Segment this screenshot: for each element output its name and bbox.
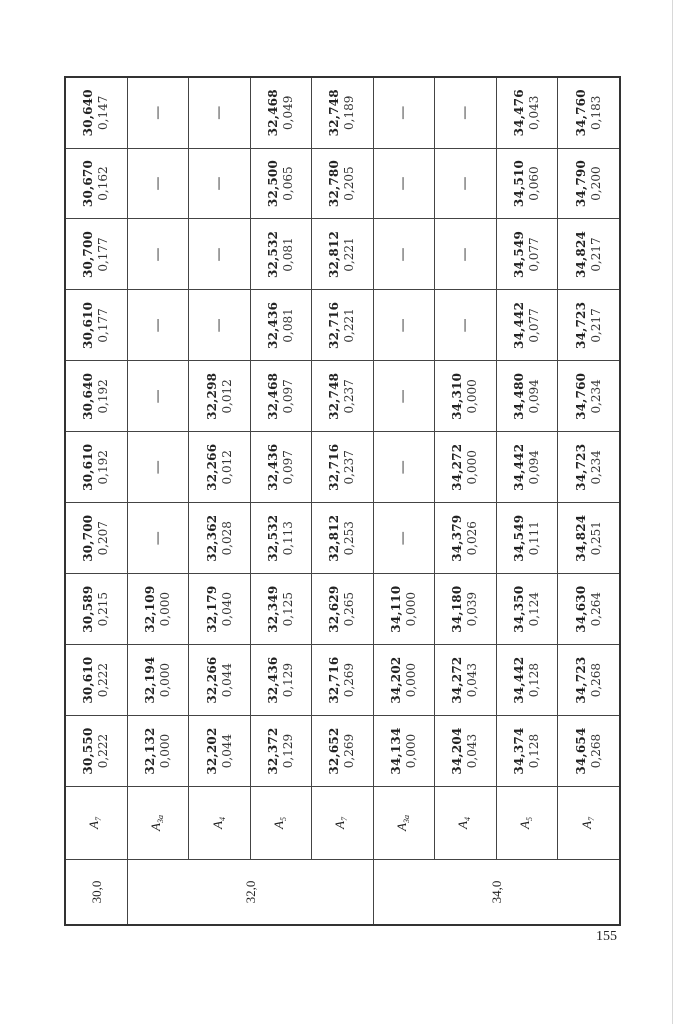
cell-delta: 0,221 <box>342 237 357 272</box>
table-cell <box>496 290 557 361</box>
table-cell <box>65 290 127 361</box>
table-cell <box>250 361 311 432</box>
table-cell <box>373 716 434 787</box>
table-cell <box>189 432 250 503</box>
cell-delta: 0,124 <box>526 591 541 627</box>
cell-delta: 0,222 <box>96 662 111 698</box>
table-cell <box>65 77 127 148</box>
cell-delta: 0,040 <box>219 591 234 627</box>
cell-delta: 0,043 <box>526 95 541 130</box>
cell-value: 32,372 <box>266 727 281 775</box>
cell-delta: 0,183 <box>588 95 603 130</box>
table-cell <box>127 219 188 290</box>
cell-value: 34,204 <box>450 727 465 775</box>
table-cell <box>558 77 621 148</box>
cell-value: 34,723 <box>573 301 588 349</box>
table-cell <box>250 77 311 148</box>
table-cell <box>558 432 621 503</box>
table-cell <box>558 574 621 645</box>
ion-subscript: 5 <box>524 817 534 822</box>
cell-delta: 0,000 <box>158 733 173 769</box>
table-cell <box>558 503 621 574</box>
cell-value: 32,716 <box>327 443 342 491</box>
cell-delta: 0,177 <box>96 308 111 343</box>
cell-delta: 0,200 <box>588 166 603 201</box>
cell-value: 34,824 <box>573 230 588 279</box>
cell-value: 32,716 <box>327 656 342 704</box>
table-cell <box>312 645 373 716</box>
table-cell <box>312 361 373 432</box>
table-cell <box>127 361 188 432</box>
ion-symbol: A <box>455 821 471 829</box>
cell-delta: 0,097 <box>281 450 296 485</box>
cell-value: 30,640 <box>81 89 96 137</box>
empty-dash: — <box>395 531 412 546</box>
table-cell <box>312 503 373 574</box>
empty-dash: — <box>149 318 166 333</box>
cell-value: 34,134 <box>388 727 403 775</box>
table-cell <box>189 219 250 290</box>
cell-delta: 0,043 <box>465 662 480 698</box>
table-cell <box>312 574 373 645</box>
cell-value: 34,272 <box>450 443 465 491</box>
cell-delta: 0,081 <box>281 237 296 272</box>
row-label <box>250 787 311 860</box>
table-cell <box>435 361 496 432</box>
cell-value: 32,716 <box>327 301 342 349</box>
table-cell <box>65 432 127 503</box>
cell-value: 32,500 <box>266 159 281 208</box>
cell-delta: 0,207 <box>96 521 111 556</box>
row-label <box>496 787 557 860</box>
cell-value: 32,362 <box>204 514 219 562</box>
empty-dash: — <box>456 247 473 262</box>
cell-value: 34,510 <box>511 159 526 208</box>
table-cell <box>250 432 311 503</box>
cell-delta: 0,265 <box>342 591 357 627</box>
table-cell <box>435 77 496 148</box>
cell-value: 32,266 <box>204 656 219 704</box>
cell-delta: 0,000 <box>465 379 480 414</box>
row-label <box>373 787 434 860</box>
cell-delta: 0,125 <box>281 591 296 627</box>
empty-dash: — <box>149 389 166 404</box>
cell-delta: 0,264 <box>588 591 603 627</box>
table-row <box>496 77 557 925</box>
table-row <box>127 77 188 925</box>
cell-value: 34,202 <box>388 656 403 704</box>
cell-value: 32,629 <box>327 585 342 633</box>
table-cell <box>558 219 621 290</box>
cell-delta: 0,217 <box>588 308 603 343</box>
table-cell <box>250 219 311 290</box>
table-cell <box>127 290 188 361</box>
cell-value: 34,442 <box>511 656 526 704</box>
cell-value: 32,132 <box>143 727 158 775</box>
cell-value: 32,812 <box>327 230 342 279</box>
table-cell <box>435 645 496 716</box>
cell-value: 34,723 <box>573 656 588 704</box>
table-cell <box>189 503 250 574</box>
table-cell <box>373 361 434 432</box>
cell-delta: 0,217 <box>588 237 603 272</box>
table-cell <box>435 716 496 787</box>
cell-delta: 0,128 <box>526 733 541 769</box>
empty-dash: — <box>395 318 412 333</box>
empty-dash: — <box>395 105 412 120</box>
cell-delta: 0,222 <box>96 733 111 769</box>
cell-value: 32,202 <box>204 727 219 775</box>
cell-delta: 0,189 <box>342 95 357 130</box>
cell-value: 34,180 <box>450 585 465 633</box>
table-cell <box>312 219 373 290</box>
cell-value: 34,350 <box>511 585 526 633</box>
ion-subscript: 7 <box>340 817 350 822</box>
table-cell <box>65 645 127 716</box>
group-label: 34,0 <box>373 860 620 926</box>
table-cell <box>373 574 434 645</box>
cell-delta: 0,081 <box>281 308 296 343</box>
cell-delta: 0,097 <box>281 379 296 414</box>
cell-delta: 0,237 <box>342 450 357 485</box>
cell-delta: 0,044 <box>219 662 234 698</box>
cell-value: 34,110 <box>388 585 403 633</box>
table-cell <box>65 361 127 432</box>
table-cell <box>65 148 127 219</box>
ion-subscript: 4 <box>463 817 473 822</box>
table-cell <box>373 290 434 361</box>
table-cell <box>312 148 373 219</box>
empty-dash: — <box>211 247 228 262</box>
empty-dash: — <box>149 176 166 191</box>
cell-value: 32,194 <box>143 656 158 704</box>
cell-value: 30,700 <box>81 514 96 562</box>
table-row <box>373 77 434 925</box>
table-cell <box>558 716 621 787</box>
table-cell <box>65 716 127 787</box>
empty-dash: — <box>395 460 412 475</box>
table-cell <box>496 361 557 432</box>
page-edge <box>672 0 673 1024</box>
table-cell <box>435 290 496 361</box>
table-cell <box>558 290 621 361</box>
cell-delta: 0,113 <box>281 521 296 556</box>
table-cell <box>189 574 250 645</box>
table-cell <box>496 645 557 716</box>
table-cell <box>435 503 496 574</box>
table-cell <box>127 432 188 503</box>
table-cell <box>250 148 311 219</box>
cell-delta: 0,012 <box>219 379 234 414</box>
table-row <box>189 77 250 925</box>
cell-delta: 0,215 <box>96 591 111 627</box>
cell-delta: 0,177 <box>96 237 111 272</box>
cell-value: 34,760 <box>573 89 588 137</box>
ion-subscript: 3a <box>401 815 411 824</box>
cell-value: 32,436 <box>266 443 281 491</box>
cell-delta: 0,000 <box>158 662 173 698</box>
empty-dash: — <box>395 389 412 404</box>
cell-delta: 0,111 <box>526 521 541 556</box>
cell-delta: 0,192 <box>96 450 111 485</box>
cell-value: 30,670 <box>81 159 96 208</box>
table-cell <box>189 290 250 361</box>
table-row <box>65 77 127 925</box>
table-cell <box>189 148 250 219</box>
empty-dash: — <box>149 531 166 546</box>
cell-delta: 0,044 <box>219 733 234 769</box>
ion-symbol: A <box>209 821 225 829</box>
table-cell <box>65 503 127 574</box>
table-body <box>65 77 620 925</box>
cell-delta: 0,012 <box>219 450 234 485</box>
cell-value: 32,436 <box>266 656 281 704</box>
empty-dash: — <box>149 460 166 475</box>
cell-delta: 0,251 <box>588 521 603 556</box>
cell-value: 32,349 <box>266 585 281 633</box>
page-number: 155 <box>596 929 617 944</box>
cell-value: 34,760 <box>573 372 588 420</box>
ion-symbol: A <box>86 821 102 829</box>
table-cell <box>312 77 373 148</box>
cell-value: 34,790 <box>573 159 588 208</box>
row-label <box>189 787 250 860</box>
cell-value: 30,610 <box>81 443 96 491</box>
cell-value: 34,549 <box>511 230 526 279</box>
ion-symbol: A <box>393 823 409 831</box>
table-cell <box>435 148 496 219</box>
cell-delta: 0,129 <box>281 662 296 698</box>
cell-delta: 0,147 <box>96 95 111 130</box>
table-cell <box>250 290 311 361</box>
table-row <box>312 77 373 925</box>
cell-value: 34,442 <box>511 301 526 349</box>
cell-delta: 0,269 <box>342 662 357 698</box>
cell-value: 34,824 <box>573 514 588 562</box>
empty-dash: — <box>456 105 473 120</box>
table-cell <box>250 574 311 645</box>
table-cell <box>127 574 188 645</box>
table-cell <box>373 77 434 148</box>
table-cell <box>127 716 188 787</box>
ion-symbol: A <box>271 821 287 829</box>
cell-delta: 0,268 <box>588 733 603 769</box>
cell-value: 32,748 <box>327 372 342 420</box>
cell-delta: 0,000 <box>403 591 418 627</box>
table-cell <box>65 219 127 290</box>
empty-dash: — <box>211 176 228 191</box>
cell-value: 34,476 <box>511 89 526 137</box>
cell-value: 34,310 <box>450 372 465 420</box>
table-cell <box>373 503 434 574</box>
table-cell <box>558 645 621 716</box>
cell-value: 32,436 <box>266 301 281 349</box>
table-cell <box>250 645 311 716</box>
table-cell <box>189 361 250 432</box>
cell-delta: 0,221 <box>342 308 357 343</box>
cell-delta: 0,094 <box>526 379 541 414</box>
cell-delta: 0,000 <box>465 450 480 485</box>
cell-value: 34,549 <box>511 514 526 562</box>
cell-value: 34,630 <box>573 585 588 633</box>
rotated-table-wrapper <box>64 76 621 926</box>
cell-value: 32,468 <box>266 372 281 420</box>
cell-delta: 0,205 <box>342 166 357 201</box>
cell-delta: 0,000 <box>403 662 418 698</box>
cell-delta: 0,162 <box>96 166 111 201</box>
table-cell <box>189 77 250 148</box>
table-cell <box>127 645 188 716</box>
cell-value: 30,550 <box>81 727 96 775</box>
cell-value: 32,109 <box>143 585 158 633</box>
cell-delta: 0,237 <box>342 379 357 414</box>
row-label <box>435 787 496 860</box>
cell-delta: 0,028 <box>219 521 234 556</box>
cell-value: 32,748 <box>327 89 342 137</box>
table-cell <box>127 77 188 148</box>
cell-delta: 0,094 <box>526 450 541 485</box>
ion-subscript: 7 <box>94 817 104 822</box>
table-cell <box>373 432 434 503</box>
table-cell <box>250 716 311 787</box>
cell-delta: 0,065 <box>281 166 296 201</box>
cell-delta: 0,077 <box>526 308 541 343</box>
ion-subscript: 7 <box>586 817 596 822</box>
cell-delta: 0,234 <box>588 379 603 414</box>
ion-symbol: A <box>578 821 594 829</box>
data-table <box>64 76 621 926</box>
cell-value: 34,654 <box>573 727 588 775</box>
cell-delta: 0,026 <box>465 521 480 556</box>
cell-value: 32,179 <box>204 585 219 633</box>
table-cell <box>496 503 557 574</box>
empty-dash: — <box>211 105 228 120</box>
ion-subscript: 4 <box>217 817 227 822</box>
cell-value: 34,723 <box>573 443 588 491</box>
cell-delta: 0,268 <box>588 662 603 698</box>
empty-dash: — <box>149 247 166 262</box>
cell-delta: 0,129 <box>281 733 296 769</box>
cell-value: 30,610 <box>81 301 96 349</box>
empty-dash: — <box>395 176 412 191</box>
table-cell <box>496 77 557 148</box>
empty-dash: — <box>456 176 473 191</box>
table-row <box>435 77 496 925</box>
cell-value: 32,532 <box>266 230 281 279</box>
cell-delta: 0,234 <box>588 450 603 485</box>
cell-value: 32,652 <box>327 727 342 775</box>
cell-value: 30,640 <box>81 372 96 420</box>
empty-dash: — <box>395 247 412 262</box>
cell-value: 32,812 <box>327 514 342 562</box>
ion-symbol: A <box>148 823 164 831</box>
table-cell <box>435 432 496 503</box>
table-cell <box>496 148 557 219</box>
cell-value: 30,589 <box>81 585 96 633</box>
table-cell <box>496 574 557 645</box>
table-cell <box>435 219 496 290</box>
cell-delta: 0,192 <box>96 379 111 414</box>
ion-symbol: A <box>516 821 532 829</box>
cell-delta: 0,049 <box>281 95 296 130</box>
cell-delta: 0,039 <box>465 591 480 627</box>
cell-value: 30,610 <box>81 656 96 704</box>
cell-value: 34,442 <box>511 443 526 491</box>
cell-delta: 0,043 <box>465 733 480 769</box>
row-label <box>558 787 621 860</box>
table-cell <box>373 148 434 219</box>
cell-delta: 0,060 <box>526 166 541 201</box>
cell-value: 32,780 <box>327 159 342 208</box>
cell-value: 34,379 <box>450 514 465 562</box>
table-cell <box>496 432 557 503</box>
empty-dash: — <box>211 318 228 333</box>
cell-delta: 0,253 <box>342 521 357 556</box>
table-cell <box>373 219 434 290</box>
table-cell <box>312 290 373 361</box>
table-cell <box>127 148 188 219</box>
row-label <box>312 787 373 860</box>
table-cell <box>496 219 557 290</box>
table-cell <box>312 716 373 787</box>
table-cell <box>189 716 250 787</box>
row-label <box>127 787 188 860</box>
table-cell <box>558 148 621 219</box>
cell-delta: 0,269 <box>342 733 357 769</box>
group-label: 30,0 <box>65 860 127 926</box>
table-row <box>250 77 311 925</box>
ion-subscript: 3a <box>156 815 166 824</box>
cell-value: 30,700 <box>81 230 96 279</box>
cell-value: 32,298 <box>204 372 219 420</box>
table-cell <box>435 574 496 645</box>
empty-dash: — <box>456 318 473 333</box>
cell-value: 32,468 <box>266 89 281 137</box>
group-label: 32,0 <box>127 860 373 926</box>
table-row <box>558 77 621 925</box>
cell-value: 32,532 <box>266 514 281 562</box>
ion-subscript: 5 <box>279 817 289 822</box>
table-cell <box>189 645 250 716</box>
cell-delta: 0,000 <box>158 591 173 627</box>
table-cell <box>127 503 188 574</box>
cell-delta: 0,077 <box>526 237 541 272</box>
row-label <box>65 787 127 860</box>
table-cell <box>496 716 557 787</box>
cell-value: 32,266 <box>204 443 219 491</box>
cell-delta: 0,128 <box>526 662 541 698</box>
table-cell <box>558 361 621 432</box>
table-cell <box>312 432 373 503</box>
table-cell <box>373 645 434 716</box>
cell-value: 34,480 <box>511 372 526 420</box>
cell-value: 34,374 <box>511 727 526 775</box>
table-cell <box>250 503 311 574</box>
cell-delta: 0,000 <box>403 733 418 769</box>
table-cell <box>65 574 127 645</box>
ion-symbol: A <box>332 821 348 829</box>
empty-dash: — <box>149 105 166 120</box>
cell-value: 34,272 <box>450 656 465 704</box>
